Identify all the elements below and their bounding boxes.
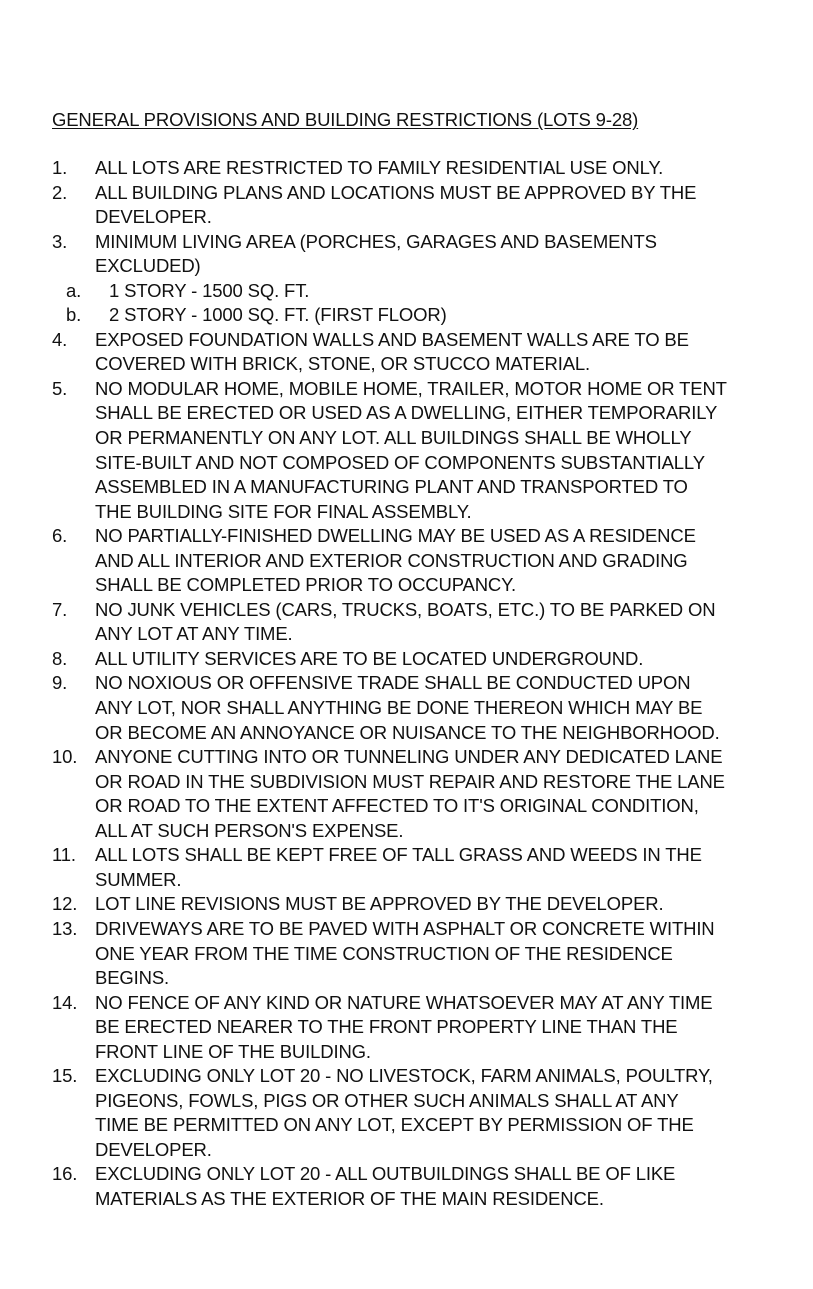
item-text: ALL UTILITY SERVICES ARE TO BE LOCATED UNDERGROUND. [95,647,644,669]
item-text: MINIMUM LIVING AREA (PORCHES, GARAGES AND BASEMENTS EXCLUDED) [95,230,657,277]
list-subitem [52,279,797,304]
list-item [52,598,797,647]
item-number: 12. [52,893,78,915]
list-item [52,917,797,991]
item-number: 14. [52,991,78,1013]
item-number: 8. [52,647,68,669]
item-text: LOT LINE REVISIONS MUST BE APPROVED BY THE DEVELOPER. [95,893,664,915]
item-text: NO PARTIALLY-FINISHED DWELLING MAY BE USED AS A RESIDENCE AND ALL INTERIOR AND EXTERIOR CONSTRUCTION AND GRADING SHALL BE COMPLETED PRIOR TO OCCUPANCY. [95,525,696,596]
subitem-letter: a. [66,279,82,301]
subitem-letter: b. [66,304,82,326]
list-item [52,328,797,377]
item-text: 1 STORY - 1500 SQ. FT. [109,279,310,301]
item-text: NO NOXIOUS OR OFFENSIVE TRADE SHALL BE CONDUCTED UPON ANY LOT, NOR SHALL ANYTHING BE DONE THEREON WHICH MAY BE OR BECOME AN ANNOYANCE OR NUISANCE TO THE NEIGHBORHOOD. [95,672,720,743]
item-number: 7. [52,598,68,620]
item-number: 13. [52,917,78,939]
item-number: 2. [52,181,68,203]
list-item [52,745,797,843]
list-subitem [52,303,797,328]
list-item [52,1162,797,1211]
item-text: ANYONE CUTTING INTO OR TUNNELING UNDER ANY DEDICATED LANE OR ROAD IN THE SUBDIVISION MUST REPAIR AND RESTORE THE LANE OR ROAD TO THE EXTENT AFFECTED TO IT'S ORIGINAL CONDITION, ALL AT SUCH PERSON'S EXPENSE. [95,746,725,841]
list-item [52,991,797,1065]
item-text: DRIVEWAYS ARE TO BE PAVED WITH ASPHALT OR CONCRETE WITHIN ONE YEAR FROM THE TIME CONSTRUCTION OF THE RESIDENCE BEGINS. [95,917,715,989]
item-text: ALL LOTS SHALL BE KEPT FREE OF TALL GRASS AND WEEDS IN THE SUMMER. [95,844,702,890]
list-item [52,377,797,524]
item-text: EXCLUDING ONLY LOT 20 - NO LIVESTOCK, FARM ANIMALS, POULTRY, PIGEONS, FOWLS, PIGS OR OTHER SUCH ANIMALS SHALL AT ANY TIME BE PERMITTED ON ANY LOT, EXCEPT BY PERMISSION OF THE DEVELOPER. [95,1065,713,1160]
item-text: 2 STORY - 1000 SQ. FT. (FIRST FLOOR) [109,304,447,326]
list-item [52,671,797,745]
list-item [52,156,797,181]
item-text: EXCLUDING ONLY LOT 20 - ALL OUTBUILDINGS SHALL BE OF LIKE MATERIALS AS THE EXTERIOR OF THE MAIN RESIDENCE. [95,1163,676,1209]
item-number: 5. [52,377,68,399]
item-number: 15. [52,1065,78,1087]
list-item [52,843,797,892]
item-number: 10. [52,746,78,768]
item-text: ALL BUILDING PLANS AND LOCATIONS MUST BE APPROVED BY THE DEVELOPER. [95,181,697,228]
list-item [52,230,797,279]
item-number: 1. [52,157,68,178]
item-number: 4. [52,328,68,350]
item-number: 16. [52,1163,78,1185]
item-text: EXPOSED FOUNDATION WALLS AND BASEMENT WALLS ARE TO BE COVERED WITH BRICK, STONE, OR STUCCO MATERIAL. [95,328,689,375]
item-text: ALL LOTS ARE RESTRICTED TO FAMILY RESIDENTIAL USE ONLY. [95,157,664,178]
item-number: 3. [52,230,68,252]
item-text: NO JUNK VEHICLES (CARS, TRUCKS, BOATS, ETC.) TO BE PARKED ON ANY LOT AT ANY TIME. [95,598,716,645]
document-title: GENERAL PROVISIONS AND BUILDING RESTRICTIONS (LOTS 9-28) [52,109,639,130]
list-item [52,1064,797,1162]
item-number: 9. [52,672,68,694]
item-text: NO MODULAR HOME, MOBILE HOME, TRAILER, MOTOR HOME OR TENT SHALL BE ERECTED OR USED AS A DWELLING, EITHER TEMPORARILY OR PERMANENTLY ON ANY LOT. ALL BUILDINGS SHALL BE WHOLLY SITE-BUILT AND NOT COMPOSED OF COMPONENTS SUBSTANTIALLY ASSEMBLED IN A MANUFACTURING PLANT AND TRANSPORTED TO THE BUILDING SITE FOR FINAL ASSEMBLY. [95,377,727,522]
item-text: NO FENCE OF ANY KIND OR NATURE WHATSOEVER MAY AT ANY TIME BE ERECTED NEARER TO THE FRONT PROPERTY LINE THAN THE FRONT LINE OF THE BUILDING. [95,991,713,1062]
item-number: 11. [52,844,76,866]
item-number: 6. [52,525,68,547]
list-item [52,181,797,230]
list-item [52,647,797,672]
list-item [52,524,797,598]
list-item [52,892,797,917]
restrictions-list [52,156,797,1212]
